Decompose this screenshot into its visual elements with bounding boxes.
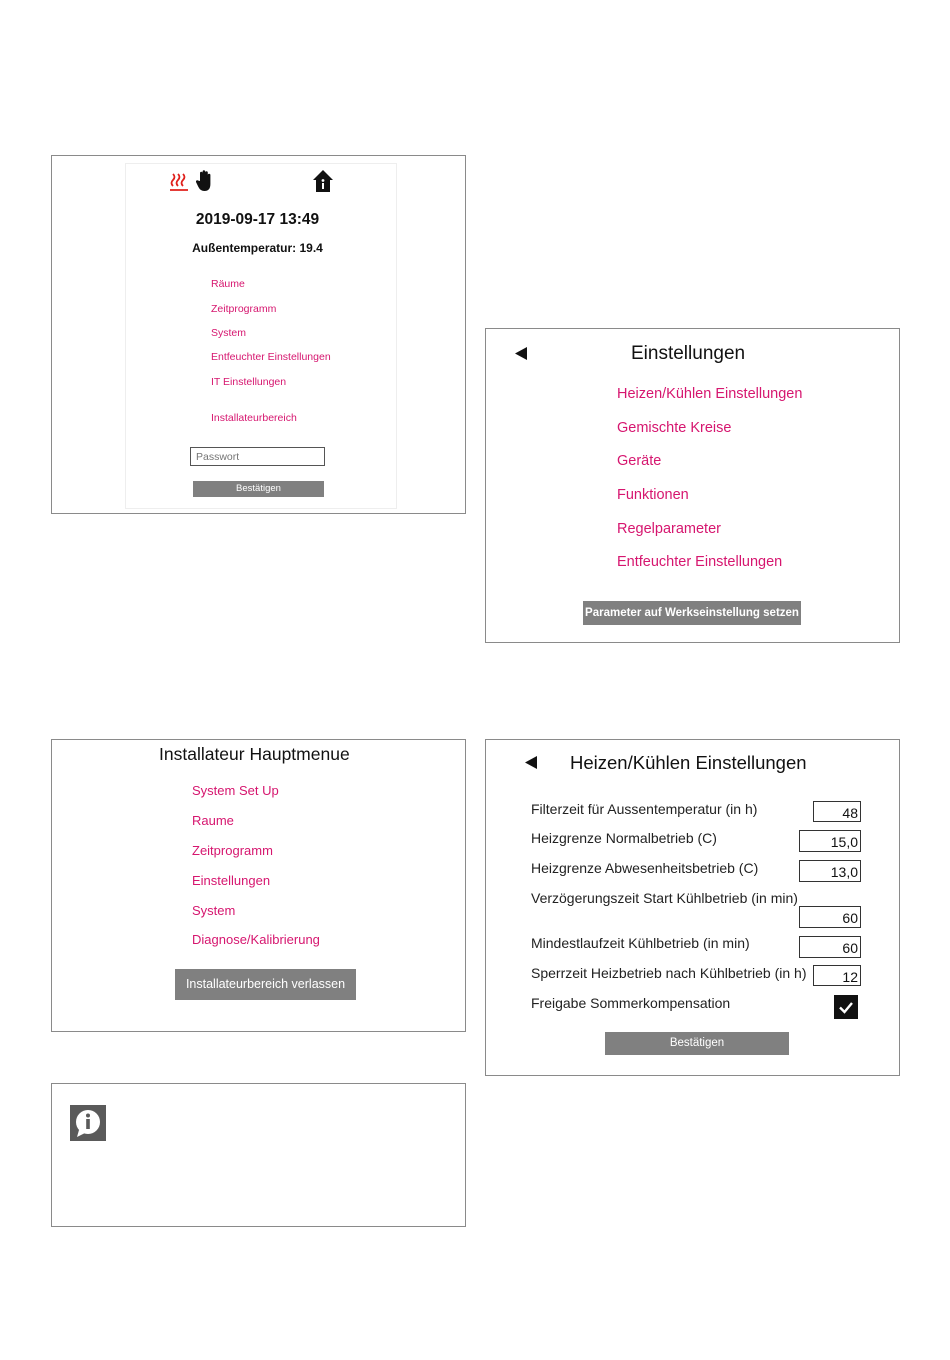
installer-item-einstellungen[interactable]: Einstellungen xyxy=(192,873,271,888)
login-screen-panel xyxy=(51,155,466,514)
menu-item-installateurbereich[interactable]: Installateurbereich xyxy=(211,412,297,424)
confirm-button[interactable]: Bestätigen xyxy=(605,1032,789,1055)
param-input-mindestlaufzeit[interactable]: 60 xyxy=(799,936,861,958)
param-label-sperrzeit: Sperrzeit Heizbetrieb nach Kühlbetrieb (in h) xyxy=(531,965,807,981)
menu-item-raeume[interactable]: Räume xyxy=(211,278,245,290)
settings-item-gemischte-kreise[interactable]: Gemischte Kreise xyxy=(617,420,732,436)
datetime: 2019-09-17 13:49 xyxy=(195,211,320,228)
heating-icon[interactable] xyxy=(169,172,189,192)
page-title: Einstellungen xyxy=(631,343,746,364)
summer-compensation-checkbox[interactable] xyxy=(834,995,858,1019)
param-input-verzoegerung-kuehl[interactable]: 60 xyxy=(799,906,861,928)
settings-item-entfeuchter[interactable]: Entfeuchter Einstellungen xyxy=(617,554,783,570)
param-input-sperrzeit[interactable]: 12 xyxy=(813,965,861,986)
settings-screen-panel xyxy=(485,328,900,643)
installer-item-diagnose[interactable]: Diagnose/Kalibrierung xyxy=(192,932,320,947)
home-icon[interactable] xyxy=(312,169,334,193)
page-title: Heizen/Kühlen Einstellungen xyxy=(570,752,807,773)
factory-reset-button[interactable]: Parameter auf Werkseinstellung setzen xyxy=(583,601,801,625)
menu-item-zeitprogramm[interactable]: Zeitprogramm xyxy=(211,303,277,315)
menu-item-system[interactable]: System xyxy=(211,327,247,339)
info-icon xyxy=(70,1105,106,1141)
param-label-heizgrenze-normal: Heizgrenze Normalbetrieb (C) xyxy=(531,830,717,846)
menu-item-it-einstellungen[interactable]: IT Einstellungen xyxy=(211,376,287,388)
settings-item-regelparameter[interactable]: Regelparameter xyxy=(617,521,721,537)
page-title: Installateur Hauptmenue xyxy=(159,744,350,764)
heat-cool-screen-panel xyxy=(485,739,900,1076)
installer-item-system-setup[interactable]: System Set Up xyxy=(192,783,279,798)
installer-item-zeitprogramm[interactable]: Zeitprogramm xyxy=(192,843,273,858)
password-input[interactable] xyxy=(190,447,325,466)
param-label-mindestlaufzeit: Mindestlaufzeit Kühlbetrieb (in min) xyxy=(531,935,750,951)
param-label-heizgrenze-abwesenheit: Heizgrenze Abwesenheitsbetrieb (C) xyxy=(531,860,759,876)
confirm-button[interactable]: Bestätigen xyxy=(193,481,324,497)
settings-item-funktionen[interactable]: Funktionen xyxy=(617,487,689,503)
info-box-panel xyxy=(51,1083,466,1227)
param-input-heizgrenze-abwesenheit[interactable]: 13,0 xyxy=(799,860,861,882)
installer-item-system[interactable]: System xyxy=(192,903,236,918)
leave-installer-button[interactable]: Installateurbereich verlassen xyxy=(175,969,356,1000)
summer-compensation-label: Freigabe Sommerkompensation xyxy=(531,995,731,1011)
param-label-filterzeit: Filterzeit für Aussentemperatur (in h) xyxy=(531,801,758,817)
menu-item-entfeuchter[interactable]: Entfeuchter Einstellungen xyxy=(211,351,331,363)
back-arrow-icon[interactable] xyxy=(514,346,528,361)
installer-screen-panel xyxy=(51,739,466,1032)
param-input-filterzeit[interactable]: 48 xyxy=(813,801,861,822)
param-input-heizgrenze-normal[interactable]: 15,0 xyxy=(799,830,861,852)
outdoor-temperature: Außentemperatur: 19.4 xyxy=(192,241,323,255)
back-arrow-icon[interactable] xyxy=(524,755,538,770)
installer-item-raume[interactable]: Raume xyxy=(192,813,234,828)
manual-mode-hand-icon[interactable] xyxy=(195,169,215,193)
param-label-verzoegerung-kuehl: Verzögerungszeit Start Kühlbetrieb (in min) xyxy=(531,890,798,906)
settings-item-geraete[interactable]: Geräte xyxy=(617,453,662,469)
settings-item-heizen-kuehlen[interactable]: Heizen/Kühlen Einstellungen xyxy=(617,386,803,402)
